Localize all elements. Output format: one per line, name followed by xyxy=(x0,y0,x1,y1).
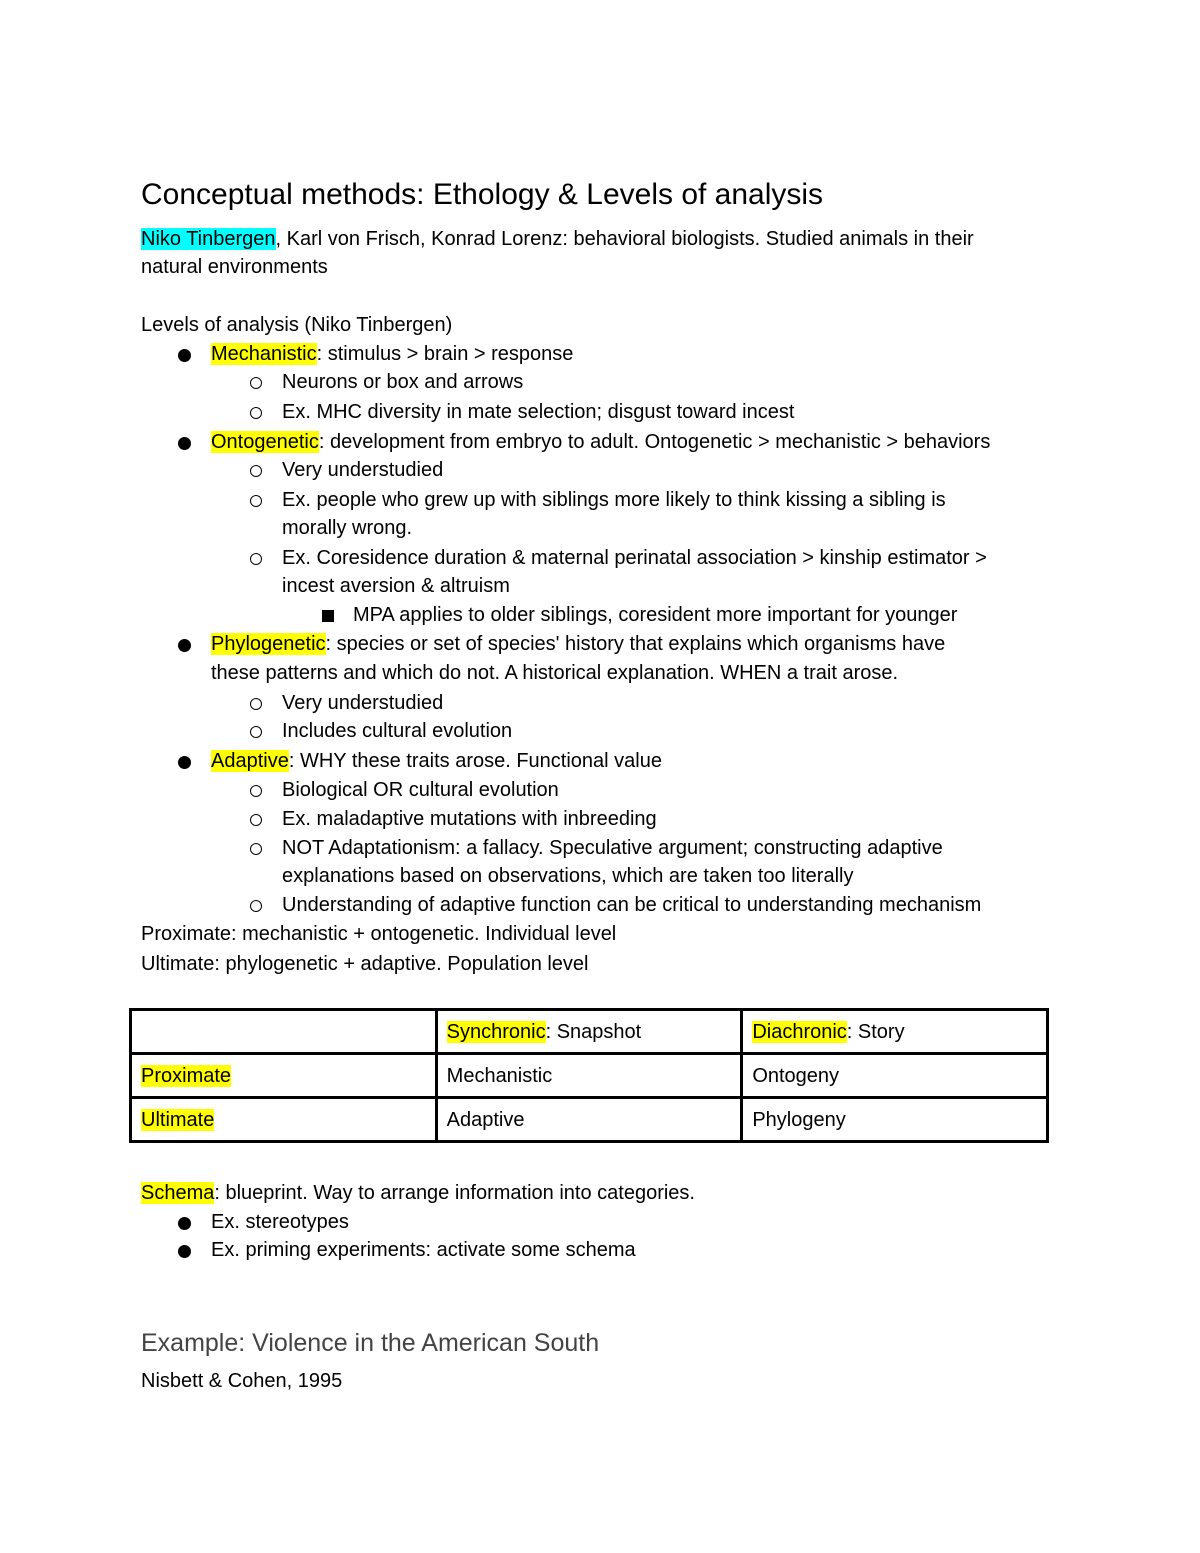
list-subitem: Biological OR cultural evolution xyxy=(282,779,559,801)
term-adaptive: Adaptive xyxy=(211,750,289,772)
list-subitem: Very understudied xyxy=(282,459,444,481)
list-subitem: Very understudied xyxy=(282,692,444,714)
list-subsubitem: MPA applies to older siblings, coresident more important for younger xyxy=(353,604,958,626)
def-schema: : blueprint. Way to arrange information into categories. xyxy=(214,1182,695,1204)
list-subitem: Ex. maladaptive mutations with inbreeding xyxy=(282,808,657,830)
bullet-circle-icon xyxy=(250,726,262,738)
list-subitem-cont: explanations based on observations, which are taken too literally xyxy=(282,865,854,887)
table-cell: Ontogeny xyxy=(742,1054,1048,1098)
list-item-adaptive xyxy=(211,747,662,775)
bullet-disc-icon xyxy=(178,1245,191,1258)
list-item-mechanistic xyxy=(211,340,573,368)
def-phylogenetic: : species or set of species' history that explains which organisms have xyxy=(325,633,946,655)
citation: Nisbett & Cohen, 1995 xyxy=(141,1370,343,1392)
list-subitem: Understanding of adaptive function can be critical to understanding mechanism xyxy=(282,894,982,916)
term-proximate: Proximate xyxy=(141,1064,232,1087)
table-row xyxy=(131,1098,1048,1142)
list-item: Ex. stereotypes xyxy=(211,1211,349,1233)
ultimate-line: Ultimate: phylogenetic + adaptive. Population level xyxy=(141,953,589,975)
table-cell-empty xyxy=(131,1010,437,1054)
list-subitem: Ex. MHC diversity in mate selection; disgust toward incest xyxy=(282,401,795,423)
page-title: Conceptual methods: Ethology & Levels of analysis xyxy=(141,178,824,211)
schema-line xyxy=(141,1179,695,1207)
list-item-cont: these patterns and which do not. A historical explanation. WHEN a trait arose. xyxy=(211,662,899,684)
term-schema: Schema xyxy=(141,1182,215,1204)
header-rest: : Snapshot xyxy=(545,1020,642,1043)
term-ontogenetic: Ontogenetic xyxy=(211,431,319,453)
term-ultimate: Ultimate xyxy=(141,1108,215,1131)
bullet-circle-icon xyxy=(250,785,262,797)
table-cell: Mechanistic xyxy=(436,1054,742,1098)
list-subitem: Ex. people who grew up with siblings more likely to think kissing a sibling is xyxy=(282,489,946,511)
bullet-circle-icon xyxy=(250,465,262,477)
list-subitem: Includes cultural evolution xyxy=(282,720,513,742)
bullet-circle-icon xyxy=(250,553,262,565)
proximate-line: Proximate: mechanistic + ontogenetic. Individual level xyxy=(141,923,617,945)
bullet-circle-icon xyxy=(250,407,262,419)
list-subitem: Ex. Coresidence duration & maternal perinatal association > kinship estimator > xyxy=(282,547,987,569)
table-cell: Phylogeny xyxy=(742,1098,1048,1142)
bullet-disc-icon xyxy=(178,1217,191,1230)
table-header-synchronic xyxy=(436,1010,742,1054)
table-row-label xyxy=(131,1098,437,1142)
list-subitem: NOT Adaptationism: a fallacy. Speculative argument; constructing adaptive xyxy=(282,837,943,859)
levels-table xyxy=(129,1008,1049,1143)
list-item-ontogenetic xyxy=(211,428,990,456)
intro-line-2: natural environments xyxy=(141,256,328,278)
bullet-disc-icon xyxy=(178,349,191,362)
term-diachronic: Diachronic xyxy=(752,1020,847,1043)
levels-heading: Levels of analysis (Niko Tinbergen) xyxy=(141,314,453,336)
bullet-circle-icon xyxy=(250,900,262,912)
list-item-phylogenetic xyxy=(211,630,945,658)
bullet-circle-icon xyxy=(250,814,262,826)
def-mechanistic: : stimulus > brain > response xyxy=(316,343,574,365)
def-ontogenetic: : development from embryo to adult. Ontogenetic > mechanistic > behaviors xyxy=(318,431,991,453)
example-heading: Example: Violence in the American South xyxy=(141,1329,600,1357)
bullet-disc-icon xyxy=(178,756,191,769)
term-synchronic: Synchronic xyxy=(446,1020,546,1043)
bullet-disc-icon xyxy=(178,437,191,450)
list-subitem-cont: morally wrong. xyxy=(282,517,413,539)
term-mechanistic: Mechanistic xyxy=(211,343,317,365)
bullet-circle-icon xyxy=(250,377,262,389)
table-row xyxy=(131,1010,1048,1054)
table-cell: Adaptive xyxy=(436,1098,742,1142)
def-adaptive: : WHY these traits arose. Functional value xyxy=(288,750,662,772)
table-row xyxy=(131,1054,1048,1098)
header-rest: : Story xyxy=(846,1020,905,1043)
bullet-circle-icon xyxy=(250,698,262,710)
term-phylogenetic: Phylogenetic xyxy=(211,633,326,655)
list-subitem-cont: incest aversion & altruism xyxy=(282,575,510,597)
list-item: Ex. priming experiments: activate some schema xyxy=(211,1239,636,1261)
bullet-circle-icon xyxy=(250,843,262,855)
bullet-square-icon xyxy=(322,610,334,622)
intro-line-1 xyxy=(141,225,974,253)
bullet-disc-icon xyxy=(178,639,191,652)
list-subitem: Neurons or box and arrows xyxy=(282,371,524,393)
highlight-name: Niko Tinbergen xyxy=(141,228,276,250)
table-row-label xyxy=(131,1054,437,1098)
table-header-diachronic xyxy=(742,1010,1048,1054)
intro-text: , Karl von Frisch, Konrad Lorenz: behavioral biologists. Studied animals in their xyxy=(275,228,974,250)
bullet-circle-icon xyxy=(250,495,262,507)
